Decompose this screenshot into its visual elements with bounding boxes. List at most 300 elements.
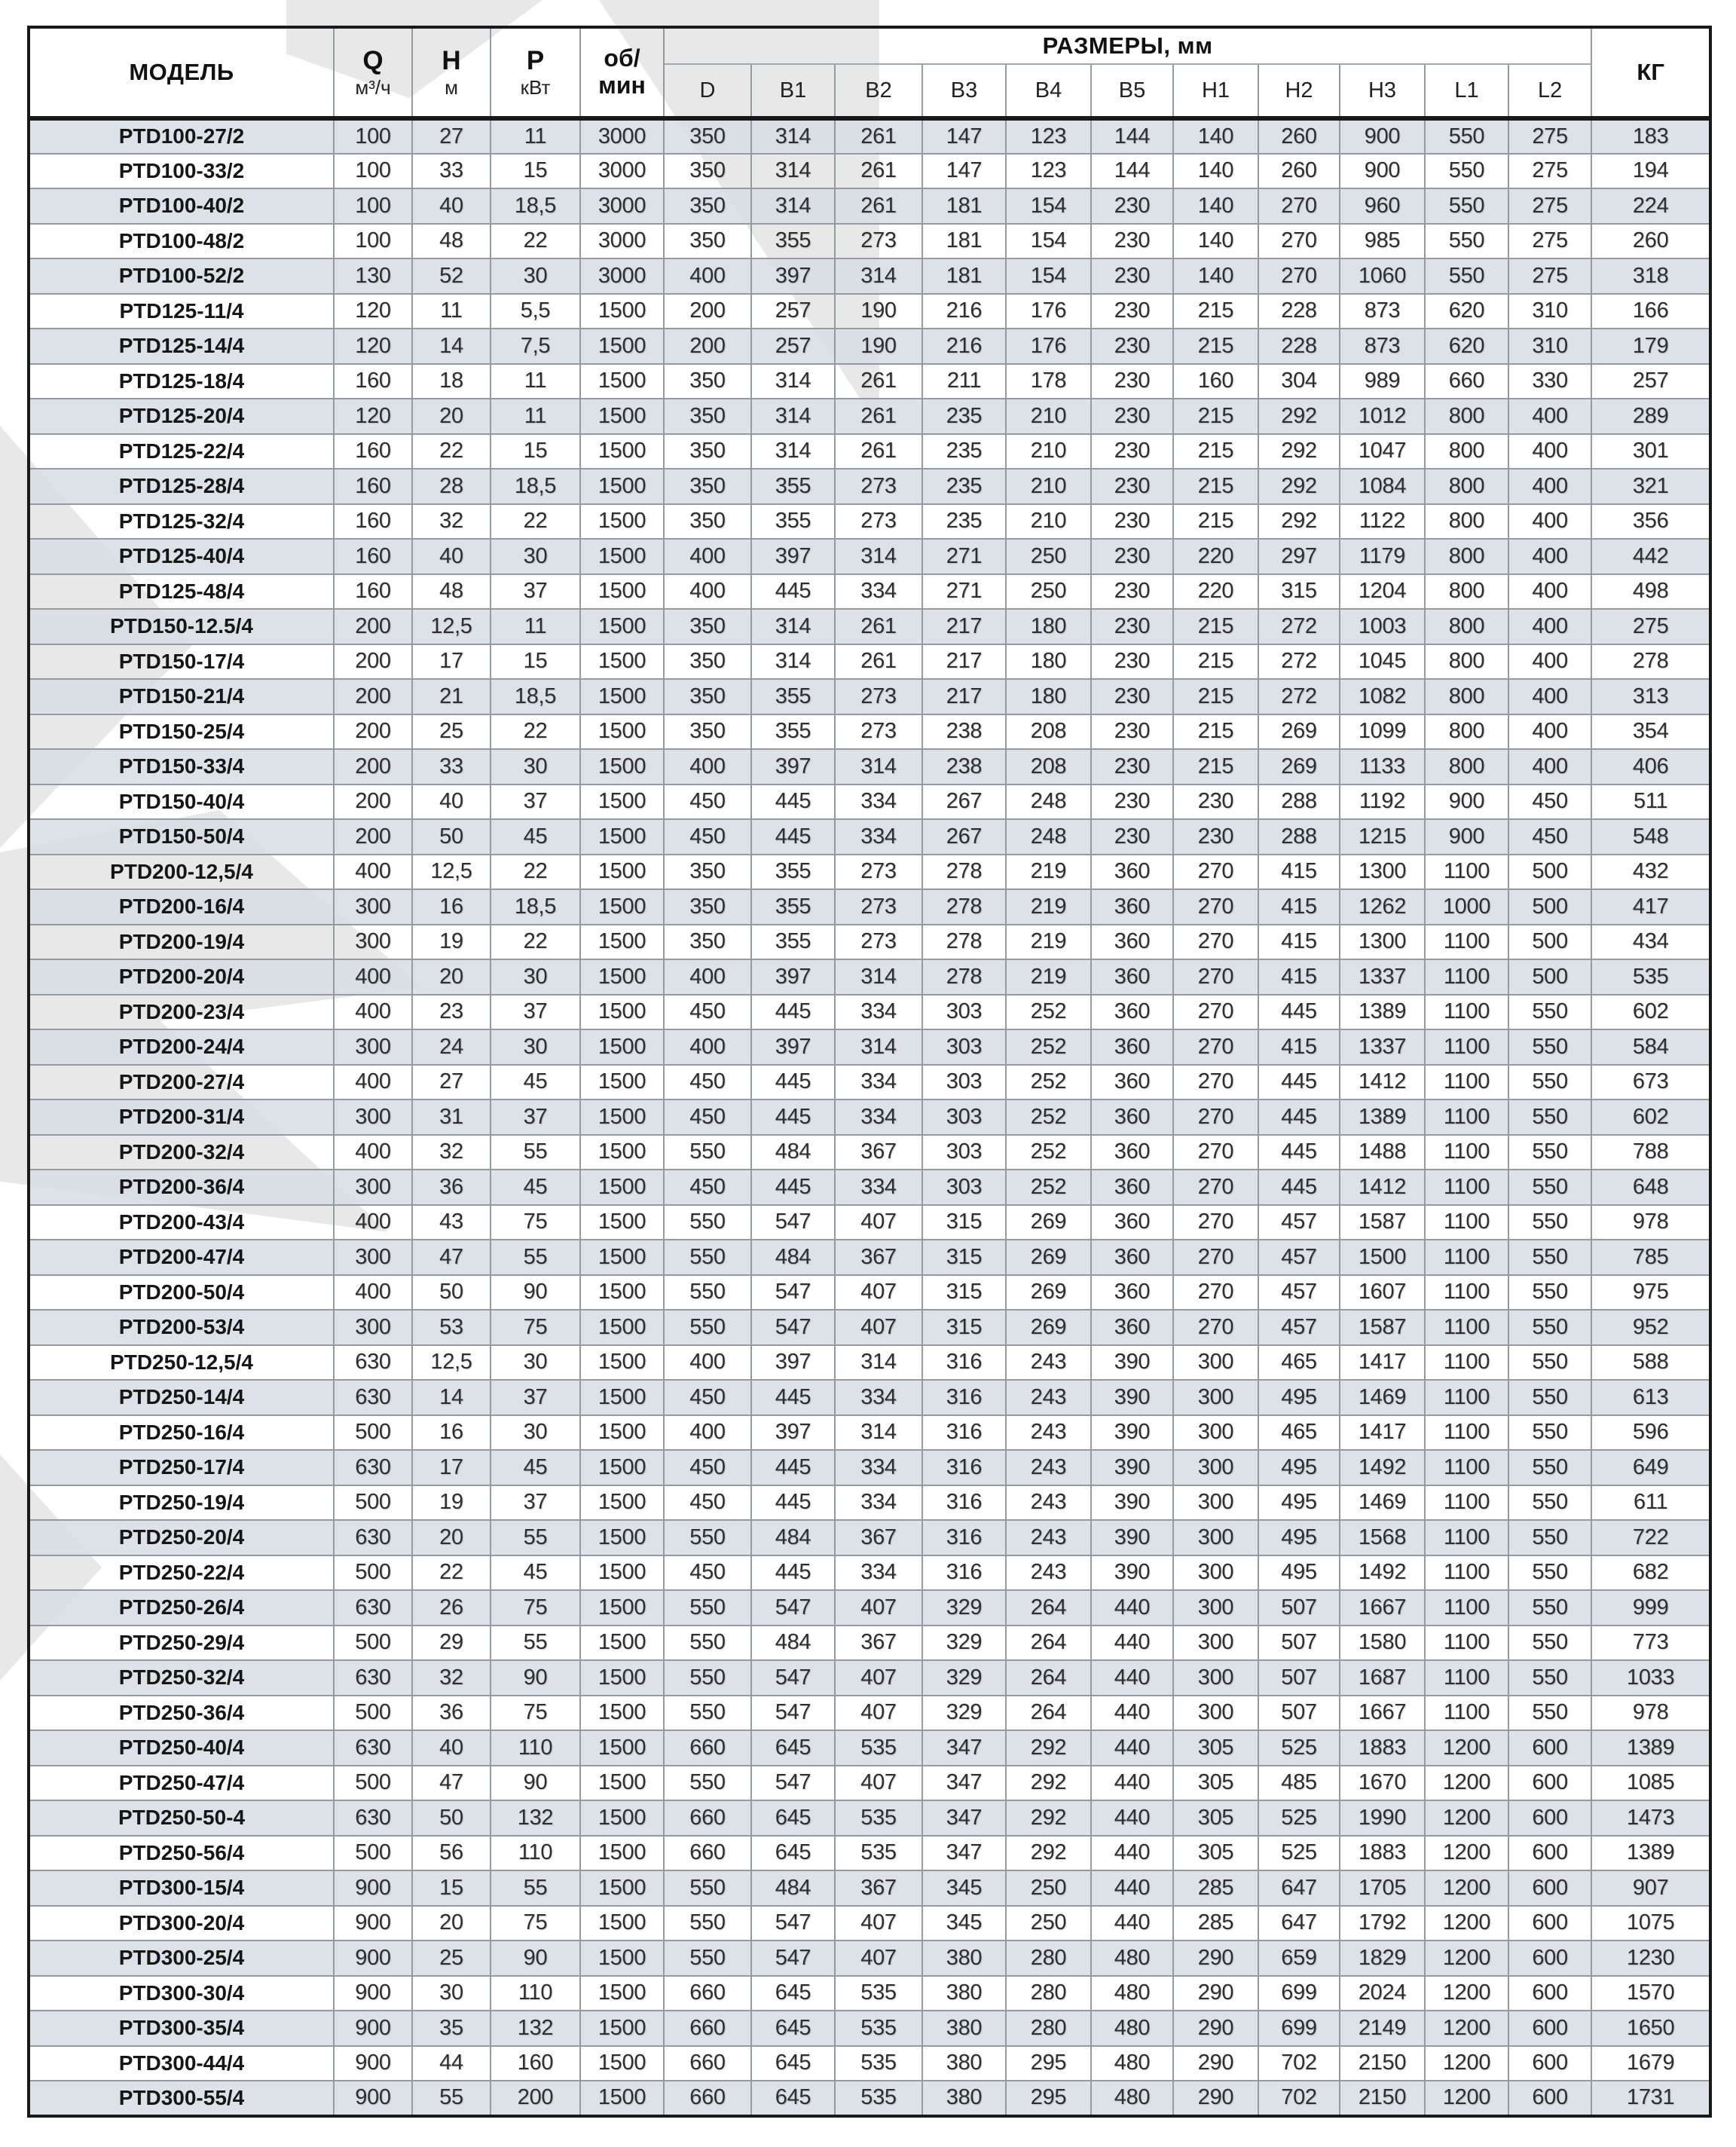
value-cell: 465 bbox=[1258, 1415, 1340, 1451]
value-cell: 272 bbox=[1258, 609, 1340, 644]
model-cell: PTD150-17/4 bbox=[29, 644, 334, 680]
value-cell: 480 bbox=[1091, 2011, 1173, 2046]
value-cell: 43 bbox=[412, 1205, 491, 1240]
value-cell: 440 bbox=[1091, 1800, 1173, 1836]
column-header-weight: КГ bbox=[1591, 27, 1710, 118]
value-cell: 620 bbox=[1425, 294, 1508, 329]
table-row bbox=[29, 1730, 1710, 1766]
value-cell: 18,5 bbox=[491, 188, 580, 224]
value-cell: 660 bbox=[664, 1800, 751, 1836]
value-cell: 360 bbox=[1091, 1170, 1173, 1205]
value-cell: 407 bbox=[835, 1590, 922, 1626]
value-cell: 1500 bbox=[580, 2081, 664, 2116]
model-cell: PTD150-12.5/4 bbox=[29, 609, 334, 644]
value-cell: 1568 bbox=[1340, 1520, 1425, 1555]
column-header-dim-h1: H1 bbox=[1173, 64, 1258, 118]
value-cell: 355 bbox=[751, 679, 835, 714]
value-cell: 160 bbox=[334, 364, 412, 399]
value-cell: 267 bbox=[922, 819, 1006, 855]
value-cell: 1473 bbox=[1591, 1800, 1710, 1836]
model-cell: PTD300-44/4 bbox=[29, 2046, 334, 2081]
value-cell: 179 bbox=[1591, 329, 1710, 364]
value-cell: 400 bbox=[1508, 644, 1591, 680]
value-cell: 300 bbox=[1173, 1555, 1258, 1591]
value-cell: 292 bbox=[1006, 1730, 1091, 1766]
value-cell: 660 bbox=[664, 2011, 751, 2046]
value-cell: 290 bbox=[1173, 2046, 1258, 2081]
value-cell: 130 bbox=[334, 258, 412, 294]
value-cell: 275 bbox=[1508, 118, 1591, 154]
value-cell: 480 bbox=[1091, 2081, 1173, 2116]
table-row bbox=[29, 294, 1710, 329]
value-cell: 1500 bbox=[580, 1800, 664, 1836]
model-cell: PTD200-43/4 bbox=[29, 1205, 334, 1240]
value-cell: 20 bbox=[412, 399, 491, 434]
value-cell: 596 bbox=[1591, 1415, 1710, 1451]
value-cell: 1204 bbox=[1340, 574, 1425, 610]
value-cell: 300 bbox=[334, 1170, 412, 1205]
value-cell: 261 bbox=[835, 154, 922, 189]
value-cell: 314 bbox=[751, 399, 835, 434]
value-cell: 500 bbox=[334, 1626, 412, 1661]
value-cell: 219 bbox=[1006, 925, 1091, 960]
value-cell: 215 bbox=[1173, 644, 1258, 680]
value-cell: 300 bbox=[1173, 1450, 1258, 1485]
value-cell: 1100 bbox=[1425, 1485, 1508, 1521]
value-cell: 535 bbox=[835, 1836, 922, 1871]
value-cell: 313 bbox=[1591, 679, 1710, 714]
table-row bbox=[29, 2046, 1710, 2081]
value-cell: 278 bbox=[922, 925, 1006, 960]
value-cell: 1580 bbox=[1340, 1626, 1425, 1661]
value-cell: 1500 bbox=[580, 1976, 664, 2011]
value-cell: 1500 bbox=[580, 1766, 664, 1801]
value-cell: 216 bbox=[922, 294, 1006, 329]
value-cell: 3000 bbox=[580, 258, 664, 294]
value-cell: 350 bbox=[664, 644, 751, 680]
value-cell: 550 bbox=[1508, 1065, 1591, 1100]
value-cell: 303 bbox=[922, 1065, 1006, 1100]
value-cell: 330 bbox=[1508, 364, 1591, 399]
value-cell: 45 bbox=[491, 819, 580, 855]
flow-unit: м³/ч bbox=[355, 75, 391, 99]
value-cell: 457 bbox=[1258, 1240, 1340, 1275]
value-cell: 397 bbox=[751, 959, 835, 995]
value-cell: 360 bbox=[1091, 1135, 1173, 1170]
value-cell: 550 bbox=[1508, 1135, 1591, 1170]
value-cell: 1100 bbox=[1425, 1170, 1508, 1205]
value-cell: 1500 bbox=[580, 959, 664, 995]
value-cell: 367 bbox=[835, 1626, 922, 1661]
column-header-dim-b4: B4 bbox=[1006, 64, 1091, 118]
value-cell: 315 bbox=[922, 1275, 1006, 1311]
value-cell: 1133 bbox=[1340, 749, 1425, 784]
value-cell: 15 bbox=[412, 1870, 491, 1906]
value-cell: 397 bbox=[751, 1029, 835, 1065]
value-cell: 20 bbox=[412, 1906, 491, 1941]
model-cell: PTD125-28/4 bbox=[29, 469, 334, 504]
value-cell: 600 bbox=[1508, 2011, 1591, 2046]
value-cell: 200 bbox=[334, 784, 412, 820]
value-cell: 400 bbox=[1508, 469, 1591, 504]
value-cell: 647 bbox=[1258, 1870, 1340, 1906]
value-cell: 1500 bbox=[580, 644, 664, 680]
value-cell: 550 bbox=[1508, 1660, 1591, 1696]
value-cell: 300 bbox=[1173, 1696, 1258, 1731]
value-cell: 235 bbox=[922, 469, 1006, 504]
value-cell: 360 bbox=[1091, 1205, 1173, 1240]
value-cell: 1500 bbox=[580, 1275, 664, 1311]
model-cell: PTD250-22/4 bbox=[29, 1555, 334, 1591]
value-cell: 550 bbox=[1425, 224, 1508, 259]
value-cell: 160 bbox=[334, 574, 412, 610]
value-cell: 257 bbox=[1591, 364, 1710, 399]
value-cell: 75 bbox=[491, 1696, 580, 1731]
value-cell: 1200 bbox=[1425, 1870, 1508, 1906]
value-cell: 600 bbox=[1508, 2081, 1591, 2116]
value-cell: 600 bbox=[1508, 1766, 1591, 1801]
value-cell: 407 bbox=[835, 1941, 922, 1976]
value-cell: 314 bbox=[751, 118, 835, 154]
value-cell: 535 bbox=[1591, 959, 1710, 995]
value-cell: 1705 bbox=[1340, 1870, 1425, 1906]
value-cell: 25 bbox=[412, 714, 491, 750]
value-cell: 400 bbox=[1508, 399, 1591, 434]
value-cell: 208 bbox=[1006, 714, 1091, 750]
value-cell: 400 bbox=[1508, 749, 1591, 784]
value-cell: 525 bbox=[1258, 1836, 1340, 1871]
value-cell: 550 bbox=[1508, 1590, 1591, 1626]
value-cell: 800 bbox=[1425, 504, 1508, 540]
value-cell: 40 bbox=[412, 1730, 491, 1766]
value-cell: 773 bbox=[1591, 1626, 1710, 1661]
table-row bbox=[29, 1345, 1710, 1381]
value-cell: 800 bbox=[1425, 749, 1508, 784]
model-cell: PTD250-19/4 bbox=[29, 1485, 334, 1521]
value-cell: 248 bbox=[1006, 819, 1091, 855]
head-symbol: Н bbox=[442, 46, 461, 76]
value-cell: 280 bbox=[1006, 1941, 1091, 1976]
value-cell: 1500 bbox=[580, 679, 664, 714]
value-cell: 30 bbox=[491, 1415, 580, 1451]
value-cell: 288 bbox=[1258, 819, 1340, 855]
value-cell: 400 bbox=[1508, 609, 1591, 644]
value-cell: 22 bbox=[491, 504, 580, 540]
value-cell: 228 bbox=[1258, 329, 1340, 364]
value-cell: 20 bbox=[412, 1520, 491, 1555]
value-cell: 484 bbox=[751, 1520, 835, 1555]
value-cell: 300 bbox=[334, 1310, 412, 1345]
table-row bbox=[29, 1906, 1710, 1941]
flow-symbol: Q bbox=[362, 46, 384, 76]
value-cell: 285 bbox=[1173, 1870, 1258, 1906]
rpm-line2: мин bbox=[598, 72, 646, 99]
value-cell: 1500 bbox=[580, 1415, 664, 1451]
value-cell: 1500 bbox=[580, 1380, 664, 1415]
value-cell: 445 bbox=[751, 1065, 835, 1100]
value-cell: 400 bbox=[664, 1415, 751, 1451]
value-cell: 216 bbox=[922, 329, 1006, 364]
value-cell: 400 bbox=[1508, 574, 1591, 610]
value-cell: 264 bbox=[1006, 1696, 1091, 1731]
value-cell: 432 bbox=[1591, 855, 1710, 890]
value-cell: 1667 bbox=[1340, 1696, 1425, 1731]
value-cell: 252 bbox=[1006, 995, 1091, 1030]
value-cell: 1412 bbox=[1340, 1065, 1425, 1100]
value-cell: 228 bbox=[1258, 294, 1340, 329]
value-cell: 445 bbox=[751, 784, 835, 820]
table-row bbox=[29, 925, 1710, 960]
value-cell: 264 bbox=[1006, 1590, 1091, 1626]
value-cell: 285 bbox=[1173, 1906, 1258, 1941]
model-cell: PTD300-55/4 bbox=[29, 2081, 334, 2116]
value-cell: 273 bbox=[835, 855, 922, 890]
value-cell: 257 bbox=[751, 329, 835, 364]
value-cell: 160 bbox=[334, 504, 412, 540]
value-cell: 303 bbox=[922, 1099, 1006, 1135]
value-cell: 450 bbox=[664, 1555, 751, 1591]
value-cell: 280 bbox=[1006, 1976, 1091, 2011]
value-cell: 415 bbox=[1258, 889, 1340, 925]
value-cell: 270 bbox=[1173, 1170, 1258, 1205]
value-cell: 200 bbox=[334, 819, 412, 855]
value-cell: 397 bbox=[751, 258, 835, 294]
value-cell: 230 bbox=[1091, 294, 1173, 329]
table-row bbox=[29, 855, 1710, 890]
value-cell: 645 bbox=[751, 1800, 835, 1836]
value-cell: 682 bbox=[1591, 1555, 1710, 1591]
value-cell: 215 bbox=[1173, 329, 1258, 364]
value-cell: 495 bbox=[1258, 1555, 1340, 1591]
value-cell: 47 bbox=[412, 1240, 491, 1275]
value-cell: 261 bbox=[835, 364, 922, 399]
value-cell: 630 bbox=[334, 1590, 412, 1626]
value-cell: 1200 bbox=[1425, 1800, 1508, 1836]
value-cell: 1500 bbox=[580, 1906, 664, 1941]
model-cell: PTD300-35/4 bbox=[29, 2011, 334, 2046]
value-cell: 300 bbox=[334, 1029, 412, 1065]
value-cell: 442 bbox=[1591, 539, 1710, 574]
value-cell: 147 bbox=[922, 154, 1006, 189]
value-cell: 11 bbox=[491, 399, 580, 434]
value-cell: 550 bbox=[1508, 1275, 1591, 1311]
value-cell: 367 bbox=[835, 1520, 922, 1555]
value-cell: 28 bbox=[412, 469, 491, 504]
value-cell: 271 bbox=[922, 539, 1006, 574]
value-cell: 484 bbox=[751, 1870, 835, 1906]
value-cell: 1500 bbox=[580, 855, 664, 890]
value-cell: 507 bbox=[1258, 1696, 1340, 1731]
value-cell: 275 bbox=[1591, 609, 1710, 644]
model-cell: PTD200-47/4 bbox=[29, 1240, 334, 1275]
value-cell: 550 bbox=[1508, 1415, 1591, 1451]
value-cell: 450 bbox=[664, 1065, 751, 1100]
value-cell: 702 bbox=[1258, 2046, 1340, 2081]
model-cell: PTD250-32/4 bbox=[29, 1660, 334, 1696]
table-row bbox=[29, 644, 1710, 680]
model-cell: PTD200-20/4 bbox=[29, 959, 334, 995]
value-cell: 290 bbox=[1173, 2081, 1258, 2116]
value-cell: 400 bbox=[334, 1065, 412, 1100]
value-cell: 500 bbox=[334, 1766, 412, 1801]
model-cell: PTD300-15/4 bbox=[29, 1870, 334, 1906]
value-cell: 18,5 bbox=[491, 469, 580, 504]
value-cell: 367 bbox=[835, 1240, 922, 1275]
value-cell: 278 bbox=[1591, 644, 1710, 680]
model-cell: PTD125-18/4 bbox=[29, 364, 334, 399]
value-cell: 44 bbox=[412, 2046, 491, 2081]
value-cell: 289 bbox=[1591, 399, 1710, 434]
value-cell: 16 bbox=[412, 1415, 491, 1451]
value-cell: 1412 bbox=[1340, 1170, 1425, 1205]
table-row bbox=[29, 1870, 1710, 1906]
value-cell: 440 bbox=[1091, 1696, 1173, 1731]
value-cell: 261 bbox=[835, 609, 922, 644]
value-cell: 140 bbox=[1173, 188, 1258, 224]
value-cell: 235 bbox=[922, 399, 1006, 434]
value-cell: 160 bbox=[1173, 364, 1258, 399]
value-cell: 630 bbox=[334, 1450, 412, 1485]
value-cell: 660 bbox=[664, 1976, 751, 2011]
value-cell: 52 bbox=[412, 258, 491, 294]
model-cell: PTD100-33/2 bbox=[29, 154, 334, 189]
value-cell: 1670 bbox=[1340, 1766, 1425, 1801]
value-cell: 303 bbox=[922, 1170, 1006, 1205]
value-cell: 1679 bbox=[1591, 2046, 1710, 2081]
value-cell: 75 bbox=[491, 1906, 580, 1941]
value-cell: 300 bbox=[1173, 1345, 1258, 1381]
value-cell: 702 bbox=[1258, 2081, 1340, 2116]
value-cell: 334 bbox=[835, 784, 922, 820]
value-cell: 1200 bbox=[1425, 2046, 1508, 2081]
value-cell: 316 bbox=[922, 1415, 1006, 1451]
value-cell: 1082 bbox=[1340, 679, 1425, 714]
value-cell: 450 bbox=[664, 784, 751, 820]
value-cell: 445 bbox=[751, 1485, 835, 1521]
value-cell: 1650 bbox=[1591, 2011, 1710, 2046]
value-cell: 900 bbox=[1425, 784, 1508, 820]
value-cell: 230 bbox=[1173, 784, 1258, 820]
value-cell: 200 bbox=[334, 749, 412, 784]
value-cell: 22 bbox=[491, 714, 580, 750]
value-cell: 210 bbox=[1006, 399, 1091, 434]
value-cell: 367 bbox=[835, 1135, 922, 1170]
value-cell: 2150 bbox=[1340, 2081, 1425, 2116]
pump-specs-table bbox=[27, 26, 1712, 2118]
value-cell: 314 bbox=[751, 644, 835, 680]
value-cell: 1500 bbox=[580, 1696, 664, 1731]
value-cell: 400 bbox=[1508, 714, 1591, 750]
value-cell: 144 bbox=[1091, 118, 1173, 154]
value-cell: 55 bbox=[491, 1870, 580, 1906]
value-cell: 1099 bbox=[1340, 714, 1425, 750]
value-cell: 1100 bbox=[1425, 1696, 1508, 1731]
value-cell: 440 bbox=[1091, 1626, 1173, 1661]
table-row bbox=[29, 469, 1710, 504]
value-cell: 200 bbox=[491, 2081, 580, 2116]
value-cell: 350 bbox=[664, 889, 751, 925]
value-cell: 630 bbox=[334, 1730, 412, 1766]
value-cell: 350 bbox=[664, 364, 751, 399]
value-cell: 535 bbox=[835, 1976, 922, 2011]
value-cell: 90 bbox=[491, 1660, 580, 1696]
value-cell: 144 bbox=[1091, 154, 1173, 189]
value-cell: 1192 bbox=[1340, 784, 1425, 820]
model-cell: PTD200-23/4 bbox=[29, 995, 334, 1030]
value-cell: 547 bbox=[751, 1275, 835, 1311]
value-cell: 30 bbox=[491, 1029, 580, 1065]
value-cell: 900 bbox=[334, 2046, 412, 2081]
value-cell: 230 bbox=[1091, 539, 1173, 574]
value-cell: 248 bbox=[1006, 784, 1091, 820]
value-cell: 952 bbox=[1591, 1310, 1710, 1345]
value-cell: 140 bbox=[1173, 224, 1258, 259]
value-cell: 316 bbox=[922, 1380, 1006, 1415]
value-cell: 550 bbox=[1508, 1626, 1591, 1661]
value-cell: 400 bbox=[664, 258, 751, 294]
value-cell: 400 bbox=[334, 995, 412, 1030]
value-cell: 1300 bbox=[1340, 855, 1425, 890]
model-cell: PTD200-24/4 bbox=[29, 1029, 334, 1065]
value-cell: 215 bbox=[1173, 469, 1258, 504]
value-cell: 200 bbox=[334, 679, 412, 714]
value-cell: 535 bbox=[835, 2011, 922, 2046]
value-cell: 1389 bbox=[1340, 1099, 1425, 1135]
value-cell: 445 bbox=[1258, 1065, 1340, 1100]
value-cell: 1000 bbox=[1425, 889, 1508, 925]
value-cell: 390 bbox=[1091, 1485, 1173, 1521]
value-cell: 1100 bbox=[1425, 1029, 1508, 1065]
value-cell: 23 bbox=[412, 995, 491, 1030]
value-cell: 550 bbox=[664, 1696, 751, 1731]
value-cell: 271 bbox=[922, 574, 1006, 610]
head-unit: м bbox=[445, 75, 458, 99]
value-cell: 1500 bbox=[580, 714, 664, 750]
value-cell: 1337 bbox=[1340, 1029, 1425, 1065]
value-cell: 547 bbox=[751, 1766, 835, 1801]
value-cell: 300 bbox=[1173, 1380, 1258, 1415]
value-cell: 550 bbox=[1508, 1450, 1591, 1485]
value-cell: 400 bbox=[1508, 504, 1591, 540]
value-cell: 390 bbox=[1091, 1555, 1173, 1591]
column-header-dim-l2: L2 bbox=[1508, 64, 1591, 118]
value-cell: 270 bbox=[1173, 1065, 1258, 1100]
power-symbol: Р bbox=[526, 46, 545, 76]
value-cell: 1500 bbox=[580, 925, 664, 960]
value-cell: 400 bbox=[664, 1345, 751, 1381]
value-cell: 1500 bbox=[580, 609, 664, 644]
value-cell: 30 bbox=[491, 539, 580, 574]
value-cell: 390 bbox=[1091, 1520, 1173, 1555]
value-cell: 600 bbox=[1508, 1976, 1591, 2011]
column-header-dim-b5: B5 bbox=[1091, 64, 1173, 118]
value-cell: 380 bbox=[922, 1976, 1006, 2011]
value-cell: 400 bbox=[334, 1135, 412, 1170]
rpm-line1: об/ bbox=[604, 44, 640, 72]
value-cell: 699 bbox=[1258, 1976, 1340, 2011]
value-cell: 1500 bbox=[1340, 1240, 1425, 1275]
value-cell: 1500 bbox=[580, 889, 664, 925]
table-row bbox=[29, 1415, 1710, 1451]
value-cell: 440 bbox=[1091, 1590, 1173, 1626]
value-cell: 535 bbox=[835, 2046, 922, 2081]
value-cell: 484 bbox=[751, 1135, 835, 1170]
value-cell: 1500 bbox=[580, 504, 664, 540]
value-cell: 37 bbox=[491, 784, 580, 820]
value-cell: 613 bbox=[1591, 1380, 1710, 1415]
value-cell: 154 bbox=[1006, 224, 1091, 259]
value-cell: 1500 bbox=[580, 1029, 664, 1065]
